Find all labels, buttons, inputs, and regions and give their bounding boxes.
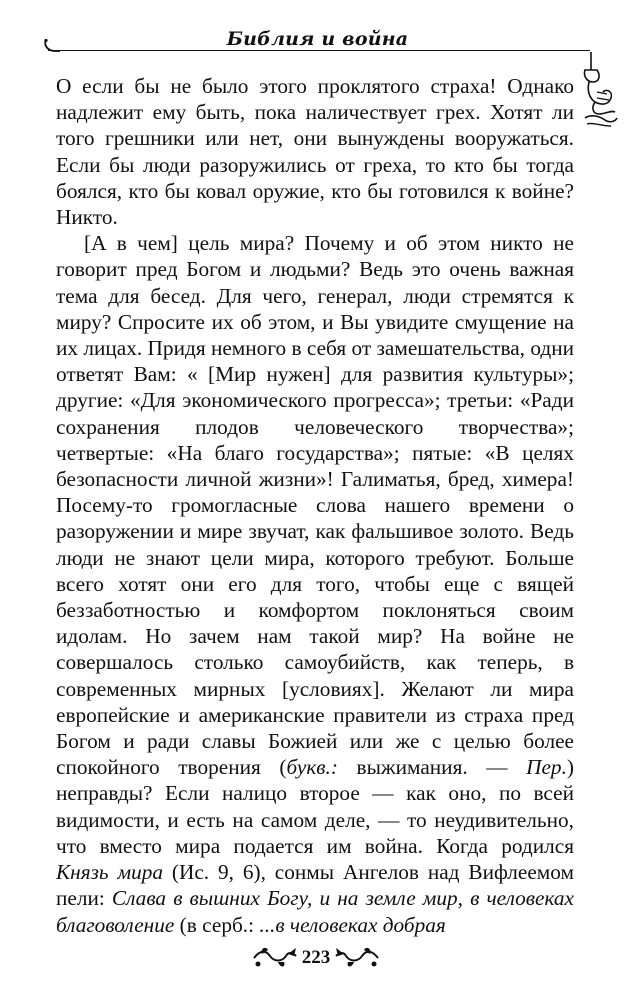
paragraph: О если бы не было этого проклятого страха! Однако надлежит ему быть, пока наличествует грех. Хотят ли того грешники или нет, они вынуждены вооружаться. Если бы люди разоружились от греха, то кто бы тогда боялся, кто бы ковал оружие, кто бы готовился к войне? Никто. (56, 74, 574, 230)
header-rule (48, 50, 590, 51)
italic-text: ...в человеках добрая (259, 912, 446, 937)
floral-ornament-icon (252, 944, 298, 972)
floral-ornament-icon (334, 944, 380, 972)
italic-text: букв.: (286, 755, 338, 780)
paragraph: [А в чем] цель мира? Почему и об этом никто не говорит пред Богом и людьми? Ведь это очень важная тема для бесед. Для чего, генерал, люди стремятся к миру? Спросите их об этом, и Вы увидите смущение на их лицах. Придя немного в себя от замешательства, одни ответят Вам: « [Мир нужен] для развития культуры»; другие: «Для экономического прогресса»; третьи: «Ради сохранения плодов человеческого творчества»; четвертые: «На благо государства»; пятые: «В целях безопасности личной жизни»! Галиматья, бред, химера! Посему-то громогласные слова нашего времени о разоружении и мире звучат, как фальшивое золото. Ведь люди не знают цели мира, которого требуют. Больше всего хотят они его для того, чтобы еще с вящей беззаботностью и комфортом поклоняться своим идолам. Но зачем нам такой мир? На войне не совершалось столько самоубийств, как теперь, в современных мирных [условиях]. Желают ли мира европейские и американские правители из страха пред Богом и ради славы Божией или же с целью более спокойного творения (букв.: выжимания. — Пер.) неправды? Если налицо второе — как оно, по всей видимости, и есть на самом деле, — то неудивительно, что вместо мира подается им война. Когда родился Князь мира (Ис. 9, 6), сонмы Ангелов над Вифлеемом пели: Слава в вышних Богу, и на земле мир, в человеках благоволение (в серб.: ...в человеках добрая (56, 231, 574, 937)
italic-text: Пер. (526, 755, 567, 780)
running-title: Библия и война (226, 28, 409, 50)
page-footer (236, 938, 396, 978)
body-text (56, 73, 574, 938)
italic-text: Князь мира (56, 860, 164, 885)
page-number: 223 (301, 947, 331, 968)
pointing-hand-icon (577, 52, 621, 132)
page-header (40, 8, 595, 68)
italic-text: Слава в вышних Богу, и на земле мир, в человеках благоволение (56, 886, 574, 937)
